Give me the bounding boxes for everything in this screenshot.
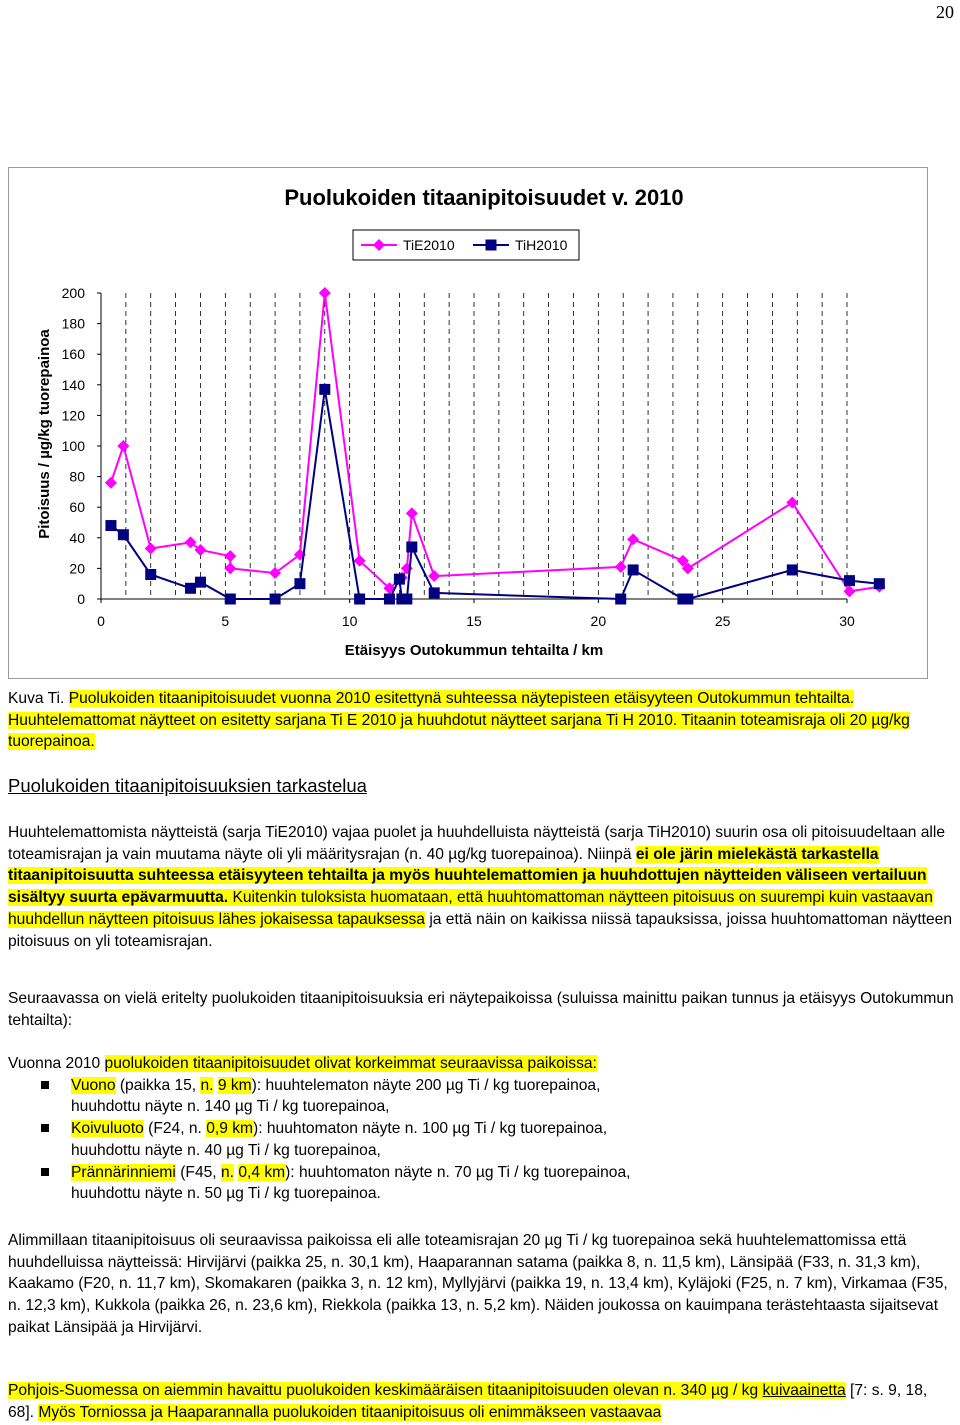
data-point-TiH2010 <box>145 569 156 580</box>
place-name: Vuono <box>71 1076 116 1094</box>
chart-frame <box>8 167 928 679</box>
data-point-TiE2010 <box>843 585 855 597</box>
data-point-TiH2010 <box>429 587 440 598</box>
data-point-TiH2010 <box>105 520 116 531</box>
p3-text: Vuonna 2010 <box>8 1055 105 1072</box>
data-point-TiE2010 <box>428 570 440 582</box>
square-bullet-icon <box>41 1124 49 1132</box>
titanium-line-chart <box>9 168 927 678</box>
data-point-TiH2010 <box>844 575 855 586</box>
data-point-TiH2010 <box>270 594 281 605</box>
data-point-TiH2010 <box>615 594 626 605</box>
data-point-TiH2010 <box>195 577 206 588</box>
p5-continuation: Myös Torniossa ja Haaparannalla puolukoiden titaanipitoisuus oli enimmäkseen vastaavaa <box>38 1403 662 1421</box>
paragraph-5 <box>8 1380 954 1423</box>
place-detail: (F45, <box>175 1163 221 1181</box>
list-item <box>8 1118 954 1161</box>
place-values: ): huuhtelematon näyte 200 µg Ti / kg tuorepainoa, <box>251 1076 601 1094</box>
x-tick-label: 30 <box>839 613 855 629</box>
y-tick-label: 60 <box>69 499 85 516</box>
data-point-TiE2010 <box>786 497 798 509</box>
y-tick-label: 40 <box>69 529 85 546</box>
legend-marker-TiH2010 <box>486 240 497 251</box>
p5-reference: [7: s. 9, 18, 68]. <box>8 1382 928 1421</box>
x-tick-label: 10 <box>341 613 358 629</box>
y-tick-label: 100 <box>61 438 85 454</box>
list-item <box>8 1075 954 1118</box>
p1-bold-highlight: ei ole järin mielekästä tarkastella titaanipitoisuutta suhteessa etäisyyteen tehtailta ja myös huuhtelemattomien ja huuhdottujen näytteiden väliseen vertailuun sisältyy suurta epävarmuutta. <box>8 845 927 907</box>
y-tick-label: 200 <box>61 285 85 301</box>
legend-label: TiH2010 <box>515 237 568 253</box>
data-point-TiH2010 <box>354 594 365 605</box>
p4-text: Alimmillaan titaanipitoisuus oli seuraavissa paikoissa eli alle toteamisrajan 20 µg Ti / kg tuorepainoa sekä huuhtelemattomissa että huuhdelluissa näytteissä: Hirvijärvi (paikka 25, n. 30,1 km), Haaparannan satama (paikka 8, n. 11,5 km), Länsipää (F33, n. 31,3 km), Kaakamo (F20, n. 11,7 km), Skomakaren (paikka 3, n. 12 km), Myllyjärvi (paikka 19, n. 13,4 km), Kyläjoki (F25, n. 7 km), Virkamaa (F35, n. 12,3 km), Kukkola (paikka 26, n. 23,6 km), Riekkola (paikka 13, n. 5,2 km). Näiden joukossa on kauimpana terästehtaasta sijaitsevat paikat Länsipää ja Hirvijärvi. <box>8 1232 948 1336</box>
p3-highlight: puolukoiden titaanipitoisuudet olivat korkeimmat seuraavissa paikoissa: <box>104 1055 597 1072</box>
caption-label: Kuva Ti. <box>8 690 65 707</box>
data-point-TiH2010 <box>225 594 236 605</box>
highest-sites-list <box>8 1075 954 1205</box>
place-values-rinsed: huuhdottu näyte n. 50 µg Ti / kg tuorepainoa. <box>71 1185 381 1203</box>
x-tick-label: 25 <box>714 613 731 629</box>
x-tick-label: 5 <box>221 613 230 629</box>
p2-text: Seuraavassa on vielä eritelty puolukoiden titaanipitoisuuksia eri näytepaikoissa (suluissa mainittu paikan tunnus ja etäisyys Outokummun tehtailta): <box>8 990 954 1029</box>
y-tick-label: 180 <box>61 315 85 332</box>
paragraph-2 <box>8 988 954 1031</box>
data-point-TiH2010 <box>394 574 405 585</box>
place-values-rinsed: huuhdottu näyte n. 40 µg Ti / kg tuorepainoa, <box>71 1141 381 1159</box>
y-axis-label: Pitoisuus / µg/kg tuorepainoa <box>36 329 53 539</box>
section-heading: Puolukoiden titaanipitoisuuksien tarkastelua <box>8 775 367 796</box>
place-n: n. <box>220 1163 234 1181</box>
data-point-TiE2010 <box>615 561 627 573</box>
place-km: 9 km <box>217 1076 252 1094</box>
caption-text: Puolukoiden titaanipitoisuudet vuonna 2010 esitettynä suhteessa näytepisteen etäisyyteen Outokummun tehtailta. Huuhtelemattomat näytteet on esitetty sarjana Ti E 2010 ja huuhdotut näytteet sarjana Ti H 2010. Titaanin toteamisraja oli 20 µg/kg tuorepainoa. <box>8 690 910 751</box>
square-bullet-icon <box>41 1168 49 1176</box>
data-point-TiH2010 <box>294 578 305 589</box>
data-point-TiE2010 <box>319 287 331 299</box>
data-point-TiE2010 <box>224 562 236 574</box>
place-values: ): huuhtomaton näyte n. 70 µg Ti / kg tuorepainoa, <box>285 1163 631 1181</box>
list-item <box>8 1162 954 1205</box>
data-point-TiH2010 <box>401 594 412 605</box>
section-heading-block <box>8 775 954 799</box>
data-point-TiE2010 <box>105 477 117 489</box>
data-point-TiE2010 <box>145 543 157 555</box>
page-number: 20 <box>936 2 954 22</box>
p1-text: Huuhtelemattomista näytteistä (sarja TiE2010) vajaa puolet ja huuhdelluista näytteistä (sarja TiH2010) suurin osa oli pitoisuudeltaan alle toteamisrajan ja vain muutama näyte oli yli määritysrajan (n. 40 µg/kg tuorepainoa). Niinpä <box>8 824 946 863</box>
place-km: 0,4 km <box>238 1163 286 1181</box>
place-detail: (paikka 15, <box>115 1076 201 1094</box>
p1-end: ja että näin on kaikissa niissä tapauksissa, joissa huuhtomattoman näytteen pitoisuus on yli toteamisrajan. <box>8 910 953 950</box>
paragraph-3 <box>8 1053 954 1205</box>
y-tick-label: 140 <box>61 376 85 393</box>
data-point-TiH2010 <box>787 564 798 575</box>
square-bullet-icon <box>41 1081 49 1089</box>
data-point-TiH2010 <box>319 384 330 395</box>
p5-link[interactable]: kuivaainetta <box>762 1382 846 1399</box>
place-name: Prännärinniemi <box>71 1163 176 1181</box>
y-tick-label: 80 <box>69 468 85 485</box>
data-point-TiE2010 <box>224 550 236 562</box>
legend-label: TiE2010 <box>403 237 455 253</box>
data-point-TiH2010 <box>874 578 885 589</box>
y-tick-label: 0 <box>77 591 85 607</box>
x-tick-label: 0 <box>97 613 105 629</box>
place-n: n. <box>200 1076 214 1094</box>
x-tick-label: 20 <box>590 613 607 629</box>
p1-highlight: Kuitenkin tuloksista huomataan, että huuhtomattoman näytteen pitoisuus on suurempi kuin vastaavan huuhdellun näytteen pitoisuus lähes jokaisessa tapauksessa <box>8 889 933 928</box>
place-km: 0,9 km <box>206 1120 254 1138</box>
y-tick-label: 20 <box>69 560 85 577</box>
place-values-rinsed: huuhdottu näyte n. 140 µg Ti / kg tuorepainoa, <box>71 1098 390 1116</box>
data-point-TiE2010 <box>406 507 418 519</box>
place-values: ): huuhtomaton näyte n. 100 µg Ti / kg tuorepainoa, <box>253 1120 608 1138</box>
data-point-TiH2010 <box>406 541 417 552</box>
x-axis-label: Etäisyys Outokummun tehtailta / km <box>344 642 604 659</box>
data-point-TiH2010 <box>185 583 196 594</box>
y-tick-label: 120 <box>61 407 85 424</box>
data-point-TiE2010 <box>627 533 639 545</box>
place-detail: (F24, n. <box>143 1120 207 1138</box>
data-point-TiH2010 <box>118 529 129 540</box>
y-tick-label: 160 <box>61 346 85 363</box>
p5-highlight: Pohjois-Suomessa on aiemmin havaittu puolukoiden keskimääräisen titaanipitoisuuden olevan n. 340 µg / kg <box>8 1382 763 1399</box>
series-line-TiE2010 <box>111 293 879 591</box>
chart-title: Puolukoiden titaanipitoisuudet v. 2010 <box>284 185 684 210</box>
paragraph-1 <box>8 822 954 952</box>
x-tick-label: 15 <box>466 613 482 629</box>
figure-caption <box>8 688 954 753</box>
place-name: Koivuluoto <box>71 1120 144 1138</box>
data-point-TiH2010 <box>628 564 639 575</box>
data-point-TiE2010 <box>117 440 129 452</box>
data-point-TiH2010 <box>384 594 395 605</box>
data-point-TiH2010 <box>682 594 693 605</box>
paragraph-4 <box>8 1230 954 1339</box>
